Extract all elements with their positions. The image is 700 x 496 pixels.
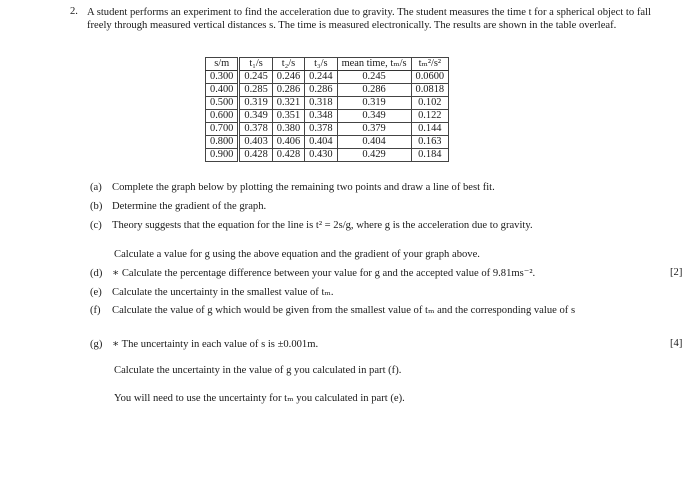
table-cell: 0.404: [337, 136, 411, 149]
part-label: (c): [90, 220, 102, 231]
table-cell: 0.319: [239, 97, 272, 110]
table-cell: 0.245: [337, 71, 411, 84]
table-cell: 0.0600: [411, 71, 449, 84]
table-cell: 0.321: [272, 97, 304, 110]
part-text: Theory suggests that the equation for the line is t² = 2s/g, where g is the acceleration due to gravity.: [112, 220, 533, 231]
table-cell: 0.404: [305, 136, 337, 149]
table-cell: 0.319: [337, 97, 411, 110]
table-row: [206, 84, 449, 97]
table-cell: 0.428: [239, 149, 272, 162]
part-text: Calculate the uncertainty in the smallest value of tₘ.: [112, 287, 334, 298]
table-cell: 0.900: [206, 149, 239, 162]
table-row: [206, 136, 449, 149]
table-cell: 0.428: [272, 149, 304, 162]
table-cell: 0.244: [305, 71, 337, 84]
table-row: [206, 149, 449, 162]
part-text: Complete the graph below by plotting the remaining two points and draw a line of best fit.: [112, 182, 495, 193]
table-cell: 0.406: [272, 136, 304, 149]
table-cell: 0.286: [337, 84, 411, 97]
part-text: Calculate the value of g which would be given from the smallest value of tₘ and the corresponding value of s: [112, 305, 576, 316]
table-cell: 0.318: [305, 97, 337, 110]
table-cell: 0.300: [206, 71, 239, 84]
marks-d: [2]: [670, 267, 683, 278]
question-intro: A student performs an experiment to find the acceleration due to gravity. The student measures the time t for a spherical object to fall freely through measured vertical distances s. The time is measured electronically. The results are shown in the table overleaf.: [87, 7, 651, 31]
part-label: (d): [90, 268, 103, 279]
table-row: [206, 97, 449, 110]
table-cell: 0.429: [337, 149, 411, 162]
results-table: [205, 57, 449, 162]
part-c-instruction: Calculate a value for g using the above equation and the gradient of your graph above.: [114, 249, 480, 260]
table-cell: 0.0818: [411, 84, 449, 97]
table-row: [206, 110, 449, 123]
part-text: Determine the gradient of the graph.: [112, 201, 267, 212]
part-g-instruction: Calculate the uncertainty in the value of g you calculated in part (f).: [114, 365, 402, 376]
header-t1: t₁/s: [239, 58, 272, 71]
part-label: (e): [90, 287, 102, 298]
table-cell: 0.246: [272, 71, 304, 84]
table-cell: 0.348: [305, 110, 337, 123]
table-cell: 0.285: [239, 84, 272, 97]
table-cell: 0.184: [411, 149, 449, 162]
table-cell: 0.380: [272, 123, 304, 136]
table-cell: 0.600: [206, 110, 239, 123]
question-number: 2.: [70, 6, 78, 17]
table-header-row: [206, 58, 449, 71]
part-label: (b): [90, 201, 103, 212]
part-text: ∗ Calculate the percentage difference between your value for g and the accepted value of 9.81ms⁻².: [112, 268, 536, 279]
table-cell: 0.800: [206, 136, 239, 149]
table-cell: 0.245: [239, 71, 272, 84]
header-mean-time-squared: tₘ²/s²: [411, 58, 449, 71]
marks-g: [4]: [670, 338, 683, 349]
table-cell: 0.700: [206, 123, 239, 136]
part-label: (f): [90, 305, 101, 316]
table-cell: 0.379: [337, 123, 411, 136]
part-label: (g): [90, 339, 103, 350]
header-mean-time: mean time, tₘ/s: [337, 58, 411, 71]
table-row: [206, 123, 449, 136]
table-cell: 0.351: [272, 110, 304, 123]
table-cell: 0.144: [411, 123, 449, 136]
table-cell: 0.102: [411, 97, 449, 110]
header-t3: t₃/s: [305, 58, 337, 71]
table-cell: 0.286: [272, 84, 304, 97]
part-label: (a): [90, 182, 102, 193]
table-cell: 0.430: [305, 149, 337, 162]
table-row: [206, 71, 449, 84]
table-cell: 0.403: [239, 136, 272, 149]
table-cell: 0.349: [337, 110, 411, 123]
table-cell: 0.400: [206, 84, 239, 97]
table-cell: 0.378: [305, 123, 337, 136]
table-cell: 0.349: [239, 110, 272, 123]
header-distance: s/m: [206, 58, 239, 71]
table-cell: 0.163: [411, 136, 449, 149]
part-text: ∗ The uncertainty in each value of s is ±0.001m.: [112, 339, 319, 350]
table-cell: 0.286: [305, 84, 337, 97]
part-g-note: You will need to use the uncertainty for tₘ you calculated in part (e).: [114, 393, 405, 404]
header-t2: t₂/s: [272, 58, 304, 71]
table-cell: 0.122: [411, 110, 449, 123]
table-cell: 0.378: [239, 123, 272, 136]
table-cell: 0.500: [206, 97, 239, 110]
